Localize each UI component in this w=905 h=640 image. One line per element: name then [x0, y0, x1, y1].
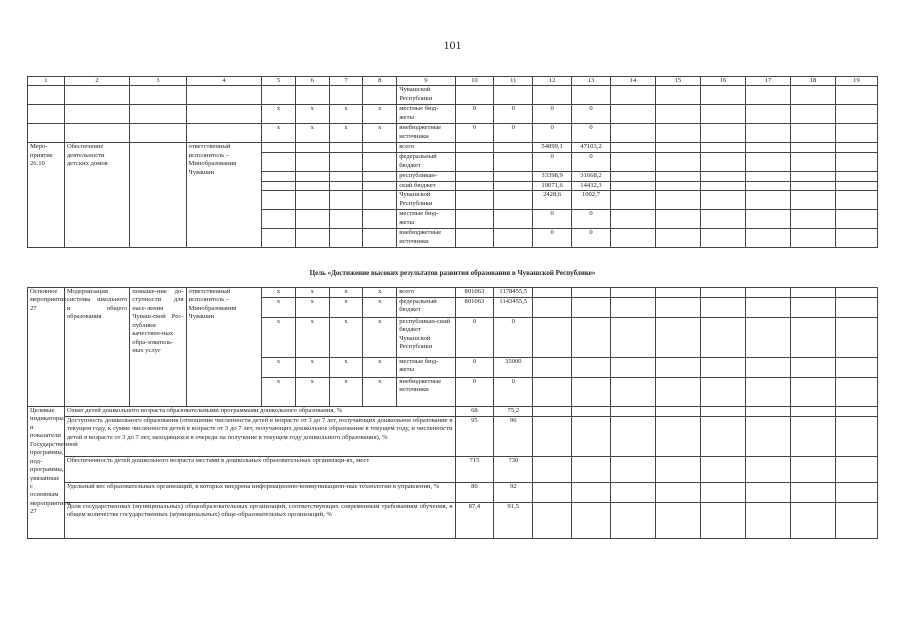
col-number: 17: [745, 77, 790, 86]
event-executor: ответственный исполнитель – Минобразования Чувашии: [186, 143, 262, 248]
cell-mark: x: [295, 298, 329, 318]
cell-source: всего: [397, 288, 455, 298]
cell-value: 2428,6: [533, 191, 572, 210]
cell-value: 801063: [455, 298, 494, 318]
cell-value: [455, 86, 494, 105]
cell-value: 0: [572, 105, 611, 124]
cell-value: 0: [494, 124, 533, 143]
cell-mark: x: [295, 318, 329, 358]
cell-mark: x: [295, 288, 329, 298]
cell-value: 0: [533, 124, 572, 143]
col-number: 15: [655, 77, 700, 86]
cell-source: внебюджетные источники: [397, 229, 455, 248]
cell-source: внебюджетные источники: [397, 124, 455, 143]
cell-source: местные бюд-жеты: [397, 210, 455, 229]
cell-value: 0: [572, 229, 611, 248]
table-row: [28, 143, 878, 153]
cell-value: 54899,1: [533, 143, 572, 153]
cell-source: местные бюд-жеты: [397, 358, 455, 378]
cell-value: 33398,9: [533, 172, 572, 181]
indicator-text: Удельный вес образовательных организаций, в которых внедрена информационно-коммуникацион-ные технологии в управлении, %: [64, 483, 455, 503]
cell-source: федеральный бюджет: [397, 153, 455, 172]
cell-value: [494, 86, 533, 105]
cell-value: 0: [494, 105, 533, 124]
cell-source: ский бюджет: [397, 181, 455, 190]
table-row: [28, 417, 878, 457]
col-number: 16: [700, 77, 745, 86]
col-number: 11: [494, 77, 533, 86]
cell-value: 1143455,5: [494, 298, 533, 318]
col-number: 19: [835, 77, 877, 86]
col-number: 1: [28, 77, 65, 86]
cell-value: 1002,7: [572, 191, 611, 210]
col-number: 3: [130, 77, 186, 86]
col-number: 5: [262, 77, 296, 86]
col-number: 8: [363, 77, 397, 86]
indicator-text: Охват детей дошкольного возраста образовательными программами дошкольного образования, %: [64, 407, 455, 417]
cell-mark: x: [262, 318, 296, 358]
table-row: [28, 457, 878, 483]
cell-value: 96: [494, 417, 533, 457]
cell-source: внебюджетные источники: [397, 378, 455, 407]
col-number: 9: [397, 77, 455, 86]
cell-source: республикан-: [397, 172, 455, 181]
cell-mark: [363, 86, 397, 105]
cell-value: 47103,2: [572, 143, 611, 153]
col-number: 13: [572, 77, 611, 86]
indicator-text: Обеспеченность детей дошкольного возраста местами в дошкольных образовательных организаци-ях, мест: [64, 457, 455, 483]
cell-mark: x: [329, 124, 363, 143]
cell-mark: x: [329, 105, 363, 124]
cell-value: 1178455,5: [494, 288, 533, 298]
cell-value: 0: [572, 153, 611, 172]
table-row: [28, 105, 878, 124]
cell-mark: x: [363, 378, 397, 407]
table-row: [28, 483, 878, 503]
cell-mark: x: [295, 124, 329, 143]
cell-source: местные бюд-жеты: [397, 105, 455, 124]
cell-mark: x: [262, 105, 296, 124]
cell-value: 91,5: [494, 503, 533, 539]
header-numbers-row: [28, 77, 878, 86]
cell-mark: x: [262, 378, 296, 407]
cell-value: 80: [455, 483, 494, 503]
table-row: [28, 288, 878, 298]
cell-mark: x: [262, 288, 296, 298]
cell-mark: x: [262, 298, 296, 318]
cell-source: республикан-ский бюджет Чувашской Республики: [397, 318, 455, 358]
col-number: 4: [186, 77, 262, 86]
cell-value: 14432,3: [572, 181, 611, 190]
col-number: 12: [533, 77, 572, 86]
cell-value: 75,2: [494, 407, 533, 417]
cell-mark: x: [295, 378, 329, 407]
cell-value: 801063: [455, 288, 494, 298]
cell-mark: x: [363, 318, 397, 358]
col-number: 14: [610, 77, 655, 86]
table-row: [28, 86, 878, 105]
cell-value: 0: [494, 378, 533, 407]
cell-mark: x: [363, 124, 397, 143]
table-row: [28, 124, 878, 143]
event-description: Модернизация системы школьного и общего образования: [64, 288, 129, 407]
cell-value: 0: [455, 318, 494, 358]
cell-value: 0: [533, 210, 572, 229]
cell-mark: x: [262, 358, 296, 378]
col-number: 2: [64, 77, 129, 86]
cell-mark: [329, 86, 363, 105]
table-row: [28, 503, 878, 539]
event-name: Меро-приятие 26.10: [28, 143, 65, 248]
cell-mark: x: [262, 124, 296, 143]
cell-value: 0: [533, 105, 572, 124]
cell-source: всего: [397, 143, 455, 153]
cell-mark: x: [329, 358, 363, 378]
cell-value: [533, 86, 572, 105]
cell-value: 730: [494, 457, 533, 483]
cell-value: 68: [455, 407, 494, 417]
cell-mark: x: [363, 298, 397, 318]
cell-value: 0: [494, 318, 533, 358]
page-number: 101: [443, 38, 462, 52]
cell-value: 0: [572, 210, 611, 229]
cell-mark: x: [363, 358, 397, 378]
table-row: [28, 407, 878, 417]
col-number: 7: [329, 77, 363, 86]
cell-source: федеральный бюджет: [397, 298, 455, 318]
cell-value: [572, 86, 611, 105]
indicator-text: Доля государственных (муниципальных) общеобразовательных организаций, соответствующих современным требованиям обучения, в общем количестве государственных (муниципальных) обще-образовательных организаций, %: [64, 503, 455, 539]
cell-value: 87,4: [455, 503, 494, 539]
cell-mark: x: [329, 378, 363, 407]
col-number: 18: [790, 77, 835, 86]
cell-value: 0: [455, 124, 494, 143]
cell-mark: x: [295, 358, 329, 378]
col-number: 10: [455, 77, 494, 86]
indicator-text: Доступность дошкольного образования (отношение численности детей в возрасте от 3 до 7 лет, получающих дошкольное образование в текущем году, к сумме численности детей в возрасте от 3 до 7 лет, получающих дошкольное образование в текущем году, и численности детей в возрасте от 3 до 7 лет, находящихся в очереди на получение в текущем году дошкольного образования), %: [64, 417, 455, 457]
top-table: [27, 76, 878, 248]
cell-value: 31668,2: [572, 172, 611, 181]
cell-mark: x: [329, 318, 363, 358]
cell-value: 35000: [494, 358, 533, 378]
cell-value: 95: [455, 417, 494, 457]
cell-value: 0: [455, 378, 494, 407]
cell-value: 92: [494, 483, 533, 503]
cell-value: 0: [455, 105, 494, 124]
cell-mark: x: [363, 288, 397, 298]
cell-value: 0: [572, 124, 611, 143]
event-name: Основное мероприятие 27: [28, 288, 65, 407]
event-goal-link: повыше-ние до-ступности для насе-ления Чуваш-ской Рес-публики качествен-ных обра-зователь-ных услуг: [130, 288, 186, 407]
cell-mark: x: [329, 298, 363, 318]
goal-title: Цель «Достижение высоких результатов развития образования в Чувашской Республике»: [309, 269, 596, 277]
cell-mark: x: [295, 105, 329, 124]
cell-mark: x: [363, 105, 397, 124]
cell-value: 0: [533, 229, 572, 248]
cell-mark: [262, 86, 296, 105]
cell-value: 715: [455, 457, 494, 483]
event-description: Обеспечение деятельности детских домов: [64, 143, 129, 248]
col-number: 6: [295, 77, 329, 86]
indicators-label: Целевые индикаторы и показатели Государственной программы, под-программы, увязанные с основным мероприятием 27: [28, 407, 65, 539]
cell-value: 0: [455, 358, 494, 378]
cell-source: Чувашской Республики: [397, 86, 455, 105]
cell-source: Чувашской Республики: [397, 191, 455, 210]
cell-value: 0: [533, 153, 572, 172]
bottom-table: [27, 287, 878, 539]
cell-mark: [295, 86, 329, 105]
cell-mark: x: [329, 288, 363, 298]
event-executor: ответственный исполнитель – Минобразования Чувашии: [186, 288, 262, 407]
cell-value: 19071,6: [533, 181, 572, 190]
